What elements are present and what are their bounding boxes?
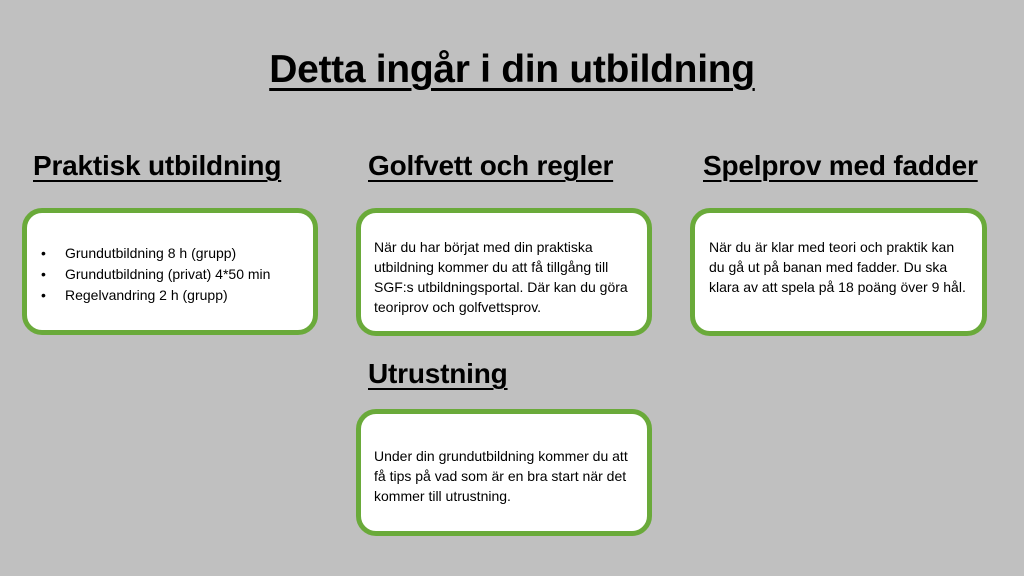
box-spelprov-med-fadder xyxy=(690,208,987,336)
bullet-icon: • xyxy=(41,245,46,261)
spelprov-med-fadder-text: När du är klar med teori och praktik kan du gå ut på banan med fadder. Du ska klara av att spela på 18 poäng över 9 hål. xyxy=(709,239,966,295)
list-item-text: Regelvandring 2 h (grupp) xyxy=(65,287,228,303)
heading-utrustning: Utrustning xyxy=(368,358,508,389)
bullet-icon: • xyxy=(41,287,46,303)
slide-title: Detta ingår i din utbildning xyxy=(269,48,755,91)
bullet-icon: • xyxy=(41,266,46,282)
box-praktisk-utbildning xyxy=(22,208,318,335)
heading-praktisk-utbildning: Praktisk utbildning xyxy=(33,150,282,181)
list-item-text: Grundutbildning 8 h (grupp) xyxy=(65,245,237,261)
golfvett-och-regler-text: När du har börjat med din praktiska utbildning kommer du att få tillgång till SGF:s utbildningsportal. Där kan du göra teoriprov och golfvettsprov. xyxy=(374,239,628,315)
list-item xyxy=(37,243,305,264)
box-golfvett-och-regler xyxy=(356,208,652,336)
utrustning-text: Under din grundutbildning kommer du att få tips på vad som är en bra start när det kommer till utrustning. xyxy=(374,448,628,504)
heading-golfvett-och-regler: Golfvett och regler xyxy=(368,150,614,181)
list-item xyxy=(37,264,305,285)
praktisk-utbildning-list xyxy=(37,243,305,306)
heading-spelprov-med-fadder: Spelprov med fadder xyxy=(703,150,978,181)
box-utrustning xyxy=(356,409,652,536)
list-item-text: Grundutbildning (privat) 4*50 min xyxy=(65,266,271,282)
list-item xyxy=(37,285,305,306)
